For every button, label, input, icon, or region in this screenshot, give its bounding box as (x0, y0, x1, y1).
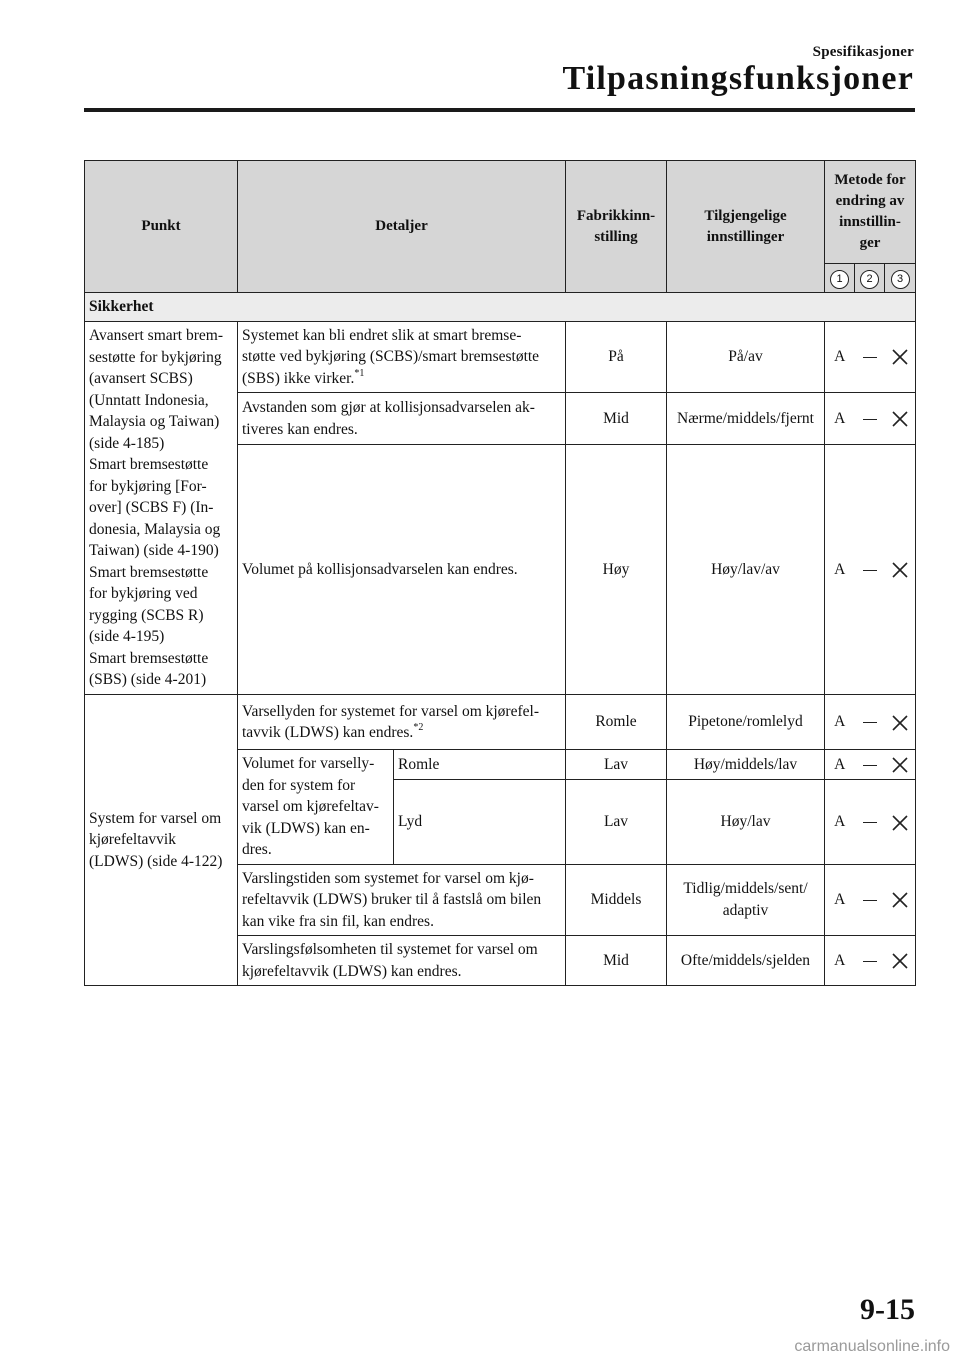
dash-icon (863, 357, 877, 358)
method-1-value: A (825, 936, 855, 986)
dash-icon (863, 900, 877, 901)
method-1-value: A (825, 695, 855, 750)
method-1-value: A (825, 445, 855, 695)
customization-table (84, 160, 916, 986)
dash-icon (863, 765, 877, 766)
item-name-scbs: Avansert smart brem- sestøtte for bykjøring (avansert SCBS) (Unntatt Indonesia, Malaysia og Taiwan) (side 4-185) Smart bremsestøtte for bykjøring [For- over] (SCBS F) (In- donesia, Malaysia og Taiwan) (side 4-190) Smart bremsestøtte for bykjøring ved rygging (SCBS R) (side 4-195) Smart bremsestøtte (SBS) (side 4-201) (85, 321, 238, 695)
method-1-value: A (825, 780, 855, 864)
dash-icon (863, 822, 877, 823)
factory-setting: Middels (566, 864, 667, 936)
factory-setting: Lav (566, 750, 667, 780)
cross-icon (891, 410, 909, 428)
cross-icon (891, 561, 909, 579)
detail-cell: Varslingsfølsomheten til systemet for varsel om kjørefeltavvik (LDWS) kan endres. (238, 936, 566, 986)
available-settings: Høy/lav (667, 780, 825, 864)
available-settings: Tidlig/middels/sent/ adaptiv (667, 864, 825, 936)
detail-cell: Varslingstiden som systemet for varsel om kjø- refeltavvik (LDWS) bruker til å fastslå om bilen kan vike fra sin fil, kan endres. (238, 864, 566, 936)
cross-icon (891, 891, 909, 909)
factory-setting: Lav (566, 780, 667, 864)
table-header-row (85, 161, 916, 264)
column-header-metode: Metode for endring av innstillin- ger (825, 161, 916, 264)
column-header-punkt: Punkt (85, 161, 238, 293)
available-settings: Høy/lav/av (667, 445, 825, 695)
cross-icon (891, 814, 909, 832)
dash-icon (863, 961, 877, 962)
column-header-tilgjengelige: Tilgjengelige innstillinger (667, 161, 825, 293)
watermark: carmanualsonline.info (794, 1338, 950, 1355)
category-row (85, 293, 916, 322)
sub-item-label: Romle (394, 750, 566, 780)
detail-cell: Systemet kan bli endret slik at smart bremse- støtte ved bykjøring (SCBS)/smart bremsestøtte (SBS) ikke virker.$^{*1}$ (238, 321, 566, 393)
method-1-value: A (825, 750, 855, 780)
column-header-fabrikk: Fabrikkinn- stilling (566, 161, 667, 293)
cross-icon (891, 348, 909, 366)
factory-setting: Mid (566, 936, 667, 986)
cross-icon (891, 714, 909, 732)
sub-item-label: Lyd (394, 780, 566, 864)
detail-cell-volume: Volumet for varselly- den for system for varsel om kjørefeltav- vik (LDWS) kan en- dres. (238, 750, 394, 865)
dash-icon (863, 722, 877, 723)
method-1-value: A (825, 864, 855, 936)
available-settings: Ofte/middels/sjelden (667, 936, 825, 986)
cross-icon (891, 756, 909, 774)
method-1-icon: 1 (830, 270, 849, 289)
method-1-value: A (825, 321, 855, 393)
available-settings: På/av (667, 321, 825, 393)
factory-setting: Mid (566, 393, 667, 445)
detail-cell: Volumet på kollisjonsadvarselen kan endres. (238, 445, 566, 695)
factory-setting: Romle (566, 695, 667, 750)
method-1-value: A (825, 393, 855, 445)
column-header-detaljer: Detaljer (238, 161, 566, 293)
dash-icon (863, 419, 877, 420)
method-3-icon: 3 (891, 270, 910, 289)
detail-cell: Avstanden som gjør at kollisjonsadvarselen ak- tiveres kan endres. (238, 393, 566, 445)
page-title: Tilpasningsfunksjoner (562, 60, 914, 97)
header-rule (84, 108, 915, 112)
category-label: Sikkerhet (85, 293, 916, 322)
footnote-marker: *1 (354, 367, 365, 379)
available-settings: Nærme/middels/fjernt (667, 393, 825, 445)
section-title: Spesifikasjoner (812, 44, 914, 60)
footnote-marker: *2 (413, 722, 424, 733)
factory-setting: På (566, 321, 667, 393)
available-settings: Pipetone/romlelyd (667, 695, 825, 750)
cross-icon (891, 952, 909, 970)
method-2-icon: 2 (860, 270, 879, 289)
table-row (85, 695, 916, 750)
factory-setting: Høy (566, 445, 667, 695)
detail-cell: Varsellyden for systemet for varsel om kjørefel- tavvik (LDWS) kan endres.$^{*2}$ (238, 695, 566, 750)
available-settings: Høy/middels/lav (667, 750, 825, 780)
table-row (85, 321, 916, 393)
dash-icon (863, 570, 877, 571)
page-number: 9-15 (860, 1293, 915, 1326)
item-name-ldws: System for varsel om kjørefeltavvik (LDWS) (side 4-122) (85, 695, 238, 986)
